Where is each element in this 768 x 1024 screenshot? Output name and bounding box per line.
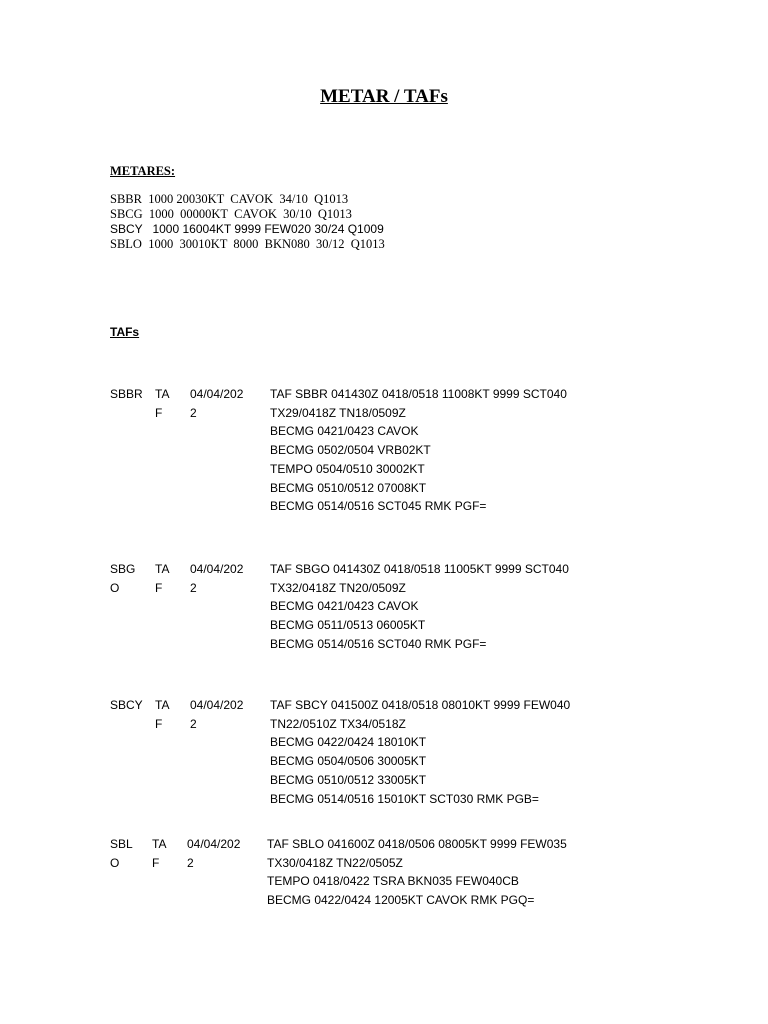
metar-section-heading: METARES: — [110, 164, 176, 178]
taf-date: 04/04/202 2 — [190, 387, 244, 420]
metar-line: SBCY 1000 16004KT 9999 FEW020 30/24 Q1009 — [110, 222, 384, 236]
taf-station: SBBR — [110, 387, 143, 401]
taf-text: TAF SBGO 041430Z 0418/0518 11005KT 9999 SCT040 TX32/0418Z TN20/0509Z BECMG 0421/0423 CAVOK BECMG 0511/0513 06005KT BECMG 0514/0516 SCT040 RMK PGF= — [270, 562, 569, 651]
taf-station: SBL O — [110, 837, 133, 870]
taf-type: TA F — [155, 387, 170, 420]
taf-date: 04/04/202 2 — [190, 562, 244, 595]
taf-station: SBG O — [110, 562, 136, 595]
metar-line: SBCG 1000 00000KT CAVOK 30/10 Q1013 — [110, 207, 352, 221]
taf-type: TA F — [155, 562, 170, 595]
taf-type: TA F — [155, 698, 170, 731]
metar-list — [110, 192, 385, 252]
metar-line: SBLO 1000 30010KT 8000 BKN080 30/12 Q1013 — [110, 237, 385, 251]
metar-line: SBBR 1000 20030KT CAVOK 34/10 Q1013 — [110, 192, 349, 206]
taf-text: TAF SBCY 041500Z 0418/0518 08010KT 9999 FEW040 TN22/0510Z TX34/0518Z BECMG 0422/0424 18010KT BECMG 0504/0506 30005KT BECMG 0510/0512 33005KT BECMG 0514/0516 15010KT SCT030 RMK PGB= — [270, 698, 571, 806]
taf-date: 04/04/202 2 — [190, 698, 244, 731]
taf-text: TAF SBLO 041600Z 0418/0506 08005KT 9999 FEW035 TX30/0418Z TN22/0505Z TEMPO 0418/0422 TSRA BKN035 FEW040CB BECMG 0422/0424 12005KT CAVOK RMK PGQ= — [267, 837, 567, 908]
page-title: METAR / TAFs — [320, 86, 448, 107]
taf-date: 04/04/202 2 — [187, 837, 241, 870]
taf-type: TA F — [152, 837, 167, 870]
tafs-section-heading: TAFs — [110, 325, 140, 339]
taf-text: TAF SBBR 041430Z 0418/0518 11008KT 9999 SCT040 TX29/0418Z TN18/0509Z BECMG 0421/0423 CAVOK BECMG 0502/0504 VRB02KT TEMPO 0504/0510 30002KT BECMG 0510/0512 07008KT BECMG 0514/0516 SCT045 RMK PGF= — [270, 387, 567, 514]
taf-station: SBCY — [110, 698, 143, 712]
